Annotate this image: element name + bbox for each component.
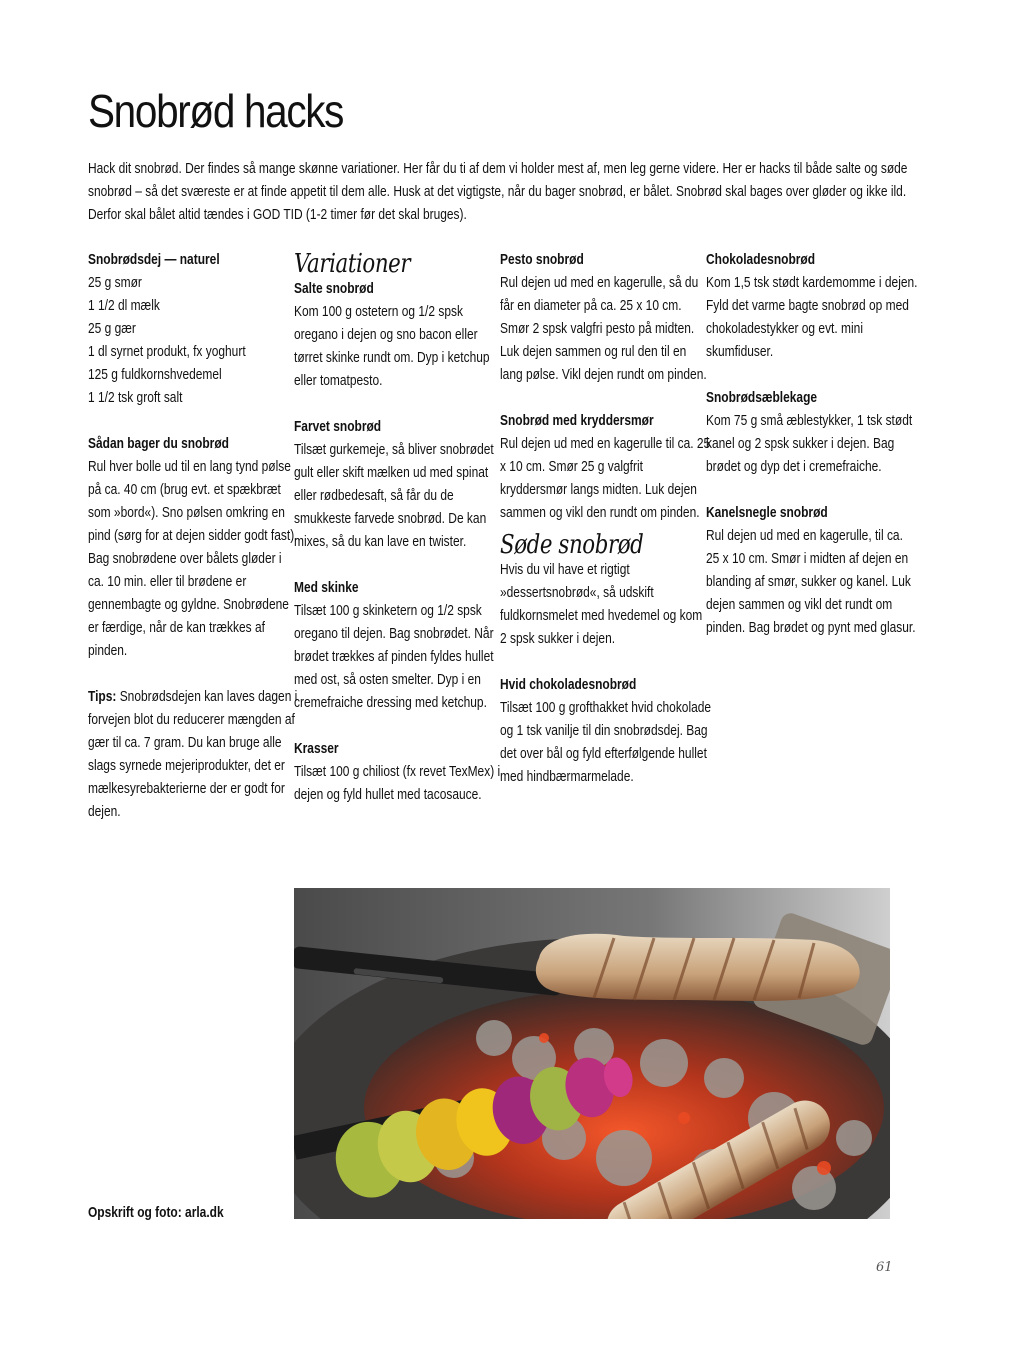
recipe-text: Tilsæt 100 g chiliost (fx revet TexMex) i dejen og fyld hullet med tacosauce. <box>294 764 501 803</box>
recipe-text: Kom 75 g små æblestykker, 1 tsk stødt kanel og 2 spsk sukker i dejen. Bag brødet og dyp det i cremefraiche. <box>706 413 913 475</box>
recipe-text: Rul dejen ud med en kagerulle til ca. 25 x 10 cm. Smør 25 g valgfrit kryddersmør langs midten. Luk dejen sammen og vikl den rundt om pinden. <box>500 436 711 521</box>
sweet-intro: Hvis du vil have et rigtigt »dessertsnobrød«, så udskift fuldkornsmelet med hvedemel og kom 2 spsk sukker i dejen. <box>500 562 703 647</box>
recipe-title: Pesto snobrød <box>500 252 584 268</box>
photo-credit: Opskrift og foto: arla.dk <box>88 1205 224 1221</box>
recipe-text: Tilsæt 100 g skinketern og 1/2 spsk oregano til dejen. Bag snobrødet. Når brødet trækkes af pinden fyldes hullet med ost, så osten smelter. Dyp i en cremefraiche dressing med ketchup. <box>294 603 494 711</box>
recipe-text: Kom 1,5 tsk stødt kardemomme i dejen. Fyld det varme bagte snobrød op med chokoladestykker og evt. mini skumfiduser. <box>706 275 918 360</box>
ingredient: 25 g smør <box>88 275 142 291</box>
ingredient: 1 1/2 tsk groft salt <box>88 390 183 406</box>
dough-title: Snobrødsdej — naturel <box>88 252 220 268</box>
ingredient: 25 g gær <box>88 321 136 337</box>
recipe-text: Tilsæt gurkemeje, så bliver snobrødet gult eller skift mælken ud med spinat eller rødbedesaft, så får du de smukkeste farvede snobrød. De kan mixes, så du kan lave en twister. <box>294 442 494 550</box>
page-number: 61 <box>876 1260 893 1275</box>
ingredient-list <box>88 272 300 410</box>
recipe-title: Snobrød med kryddersmør <box>500 413 654 429</box>
ingredient: 1 1/2 dl mælk <box>88 298 160 314</box>
sweet-heading: Søde snobrød <box>500 530 644 560</box>
ingredient: 125 g fuldkornshvedemel <box>88 367 222 383</box>
recipe-text: Rul dejen ud med en kagerulle, så du får en diameter på ca. 25 x 10 cm. Smør 2 spsk valgfri pesto på midten. Luk dejen sammen og rul den til en lang pølse. Vikl dejen rundt om pinden. <box>500 275 707 383</box>
recipe-text: Tilsæt 100 g grofthakket hvid chokolade og 1 tsk vanilje til din snobrødsdej. Bag det over bål og fyld efterfølgende hullet med hindbærmarmelade. <box>500 700 712 785</box>
campfire-illustration <box>294 888 890 1219</box>
column-dough <box>88 249 300 847</box>
column-pesto-sweet <box>500 249 712 812</box>
recipe-title: Chokoladesnobrød <box>706 252 816 268</box>
recipe-title: Farvet snobrød <box>294 419 382 435</box>
tips-paragraph <box>88 686 300 824</box>
campfire-photo <box>294 888 890 1219</box>
column-sweet <box>706 249 918 663</box>
intro-paragraph: Hack dit snobrød. Der findes så mange skønne variationer. Her får du ti af dem vi holder mest af, men leg gerne videre. Her er hacks til både salte og søde snobrød – så det sværeste er at finde appetit til dem alle. Husk at det vigtigste, når du bager snobrød, er bålet. Snobrød skal bages over gløder og ikke ild. Derfor skal bålet altid tændes i GOD TID (1-2 timer før det skal bruges). <box>88 161 908 223</box>
recipe-text: Rul dejen ud med en kagerulle, til ca. 25 x 10 cm. Smør i midten af dejen en blanding af smør, sukker og kanel. Luk dejen sammen og vikl det rundt om pinden. Bag brødet og pynt med glasur. <box>706 528 916 636</box>
recipe-title: Snobrødsæblekage <box>706 390 818 406</box>
tips-text: Snobrødsdejen kan laves dagen i forvejen blot du reducerer mængden af gær til ca. 7 gram. Du kan bruge alle slags syrnede mejeriprodukter, det er mælkesyrebakterierne der er godt for dejen. <box>88 689 298 820</box>
ingredient: 1 dl syrnet produkt, fx yoghurt <box>88 344 246 360</box>
how-to-text: Rul hver bolle ud til en lang tynd pølse på ca. 40 cm (brug evt. et spækbræt som »bord«). Sno pølsen omkring en pind (sørg for at dejen sidder godt fast). Bag snobrødene over bålets gløder i ca. 10 min. eller til brødene er gennembagte og gyldne. Snobrødene er færdige, når de kan trækkes af pinden. <box>88 459 298 659</box>
recipe-title: Hvid chokoladesnobrød <box>500 677 637 693</box>
column-variations <box>294 250 506 830</box>
recipe-title: Salte snobrød <box>294 281 374 297</box>
recipe-text: Kom 100 g ostetern og 1/2 spsk oregano i dejen og sno bacon eller tørret skinke rundt om. Dyp i ketchup eller tomatpesto. <box>294 304 490 389</box>
recipe-title: Med skinke <box>294 580 359 596</box>
tips-label: Tips: <box>88 689 117 705</box>
variations-heading: Variationer <box>294 249 411 279</box>
recipe-title: Krasser <box>294 741 339 757</box>
page-title: Snobrød hacks <box>88 85 344 137</box>
recipe-title: Kanelsnegle snobrød <box>706 505 828 521</box>
how-to-title: Sådan bager du snobrød <box>88 436 229 452</box>
